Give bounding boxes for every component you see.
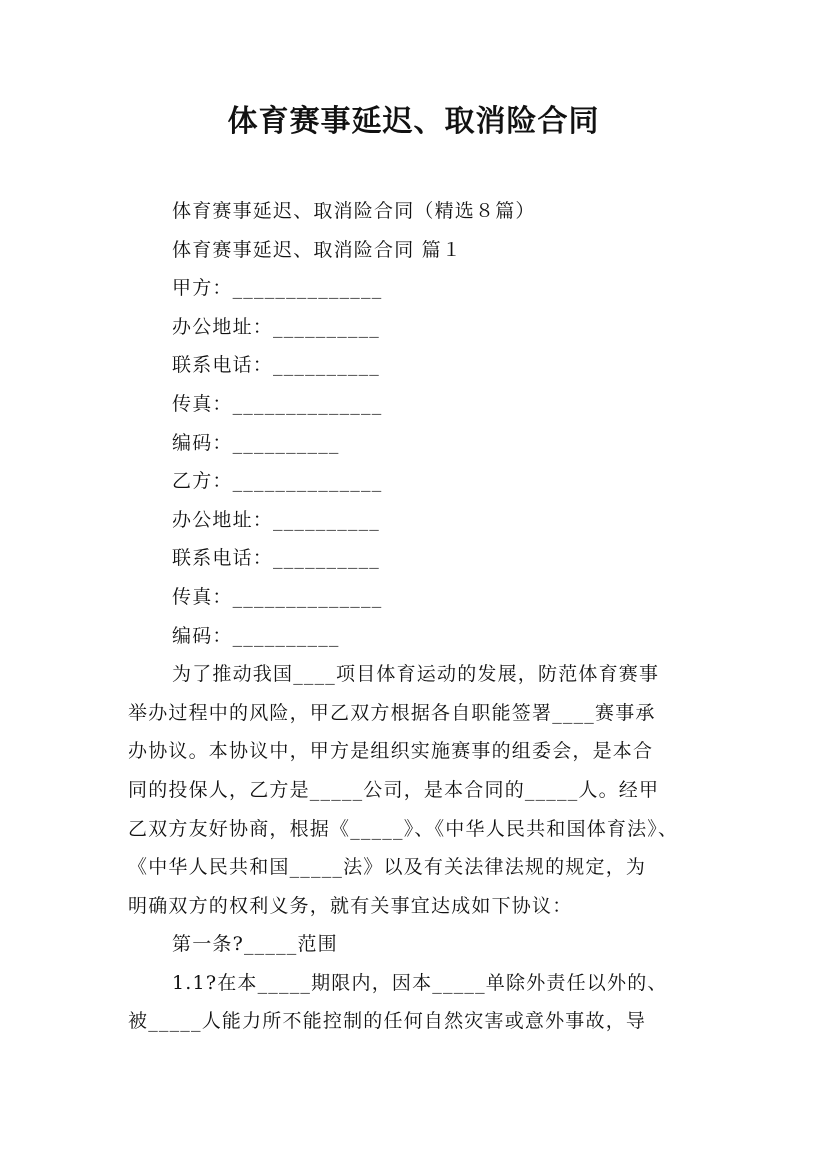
document-line: 办公地址：__________ <box>172 508 381 531</box>
document-line: 乙方：______________ <box>172 470 383 493</box>
document-line: 被_____人能力所不能控制的任何自然灾害或意外事故，导 <box>128 1010 647 1033</box>
document-line: 《中华人民共和国_____法》以及有关法律法规的规定，为 <box>128 856 647 879</box>
document-line: 乙双方友好协商，根据《_____》、《中华人民共和国体育法》、 <box>128 817 679 840</box>
document-line: 第一条?_____范围 <box>172 933 338 956</box>
document-title: 体育赛事延迟、取消险合同 <box>227 104 600 139</box>
document-line: 联系电话：__________ <box>172 354 381 377</box>
document-line: 办协议。本协议中，甲方是组织实施赛事的组委会，是本合 <box>128 740 654 763</box>
document-line: 办公地址：__________ <box>172 315 381 338</box>
document-line: 明确双方的权利义务，就有关事宜达成如下协议： <box>128 894 573 917</box>
document-line: 体育赛事延迟、取消险合同 篇１ <box>172 238 463 261</box>
document-line: 传真：______________ <box>172 585 383 608</box>
document-line: 为了推动我国____项目体育运动的发展，防范体育赛事 <box>172 663 660 686</box>
document-line: 1.1?在本_____期限内，因本_____单除外责任以外的、 <box>172 971 668 994</box>
document-line: 举办过程中的风险，甲乙双方根据各自职能签署____赛事承 <box>128 701 656 724</box>
document-line: 同的投保人，乙方是_____公司，是本合同的_____人。经甲 <box>128 778 660 801</box>
document-line: 联系电话：__________ <box>172 547 381 570</box>
document-line: 传真：______________ <box>172 392 383 415</box>
document-line: 甲方：______________ <box>172 277 383 300</box>
document-line: 编码：__________ <box>172 431 340 454</box>
document-line: 体育赛事延迟、取消险合同（精选８篇） <box>172 200 536 222</box>
document-line: 编码：__________ <box>172 624 340 647</box>
document-body <box>128 192 708 1041</box>
